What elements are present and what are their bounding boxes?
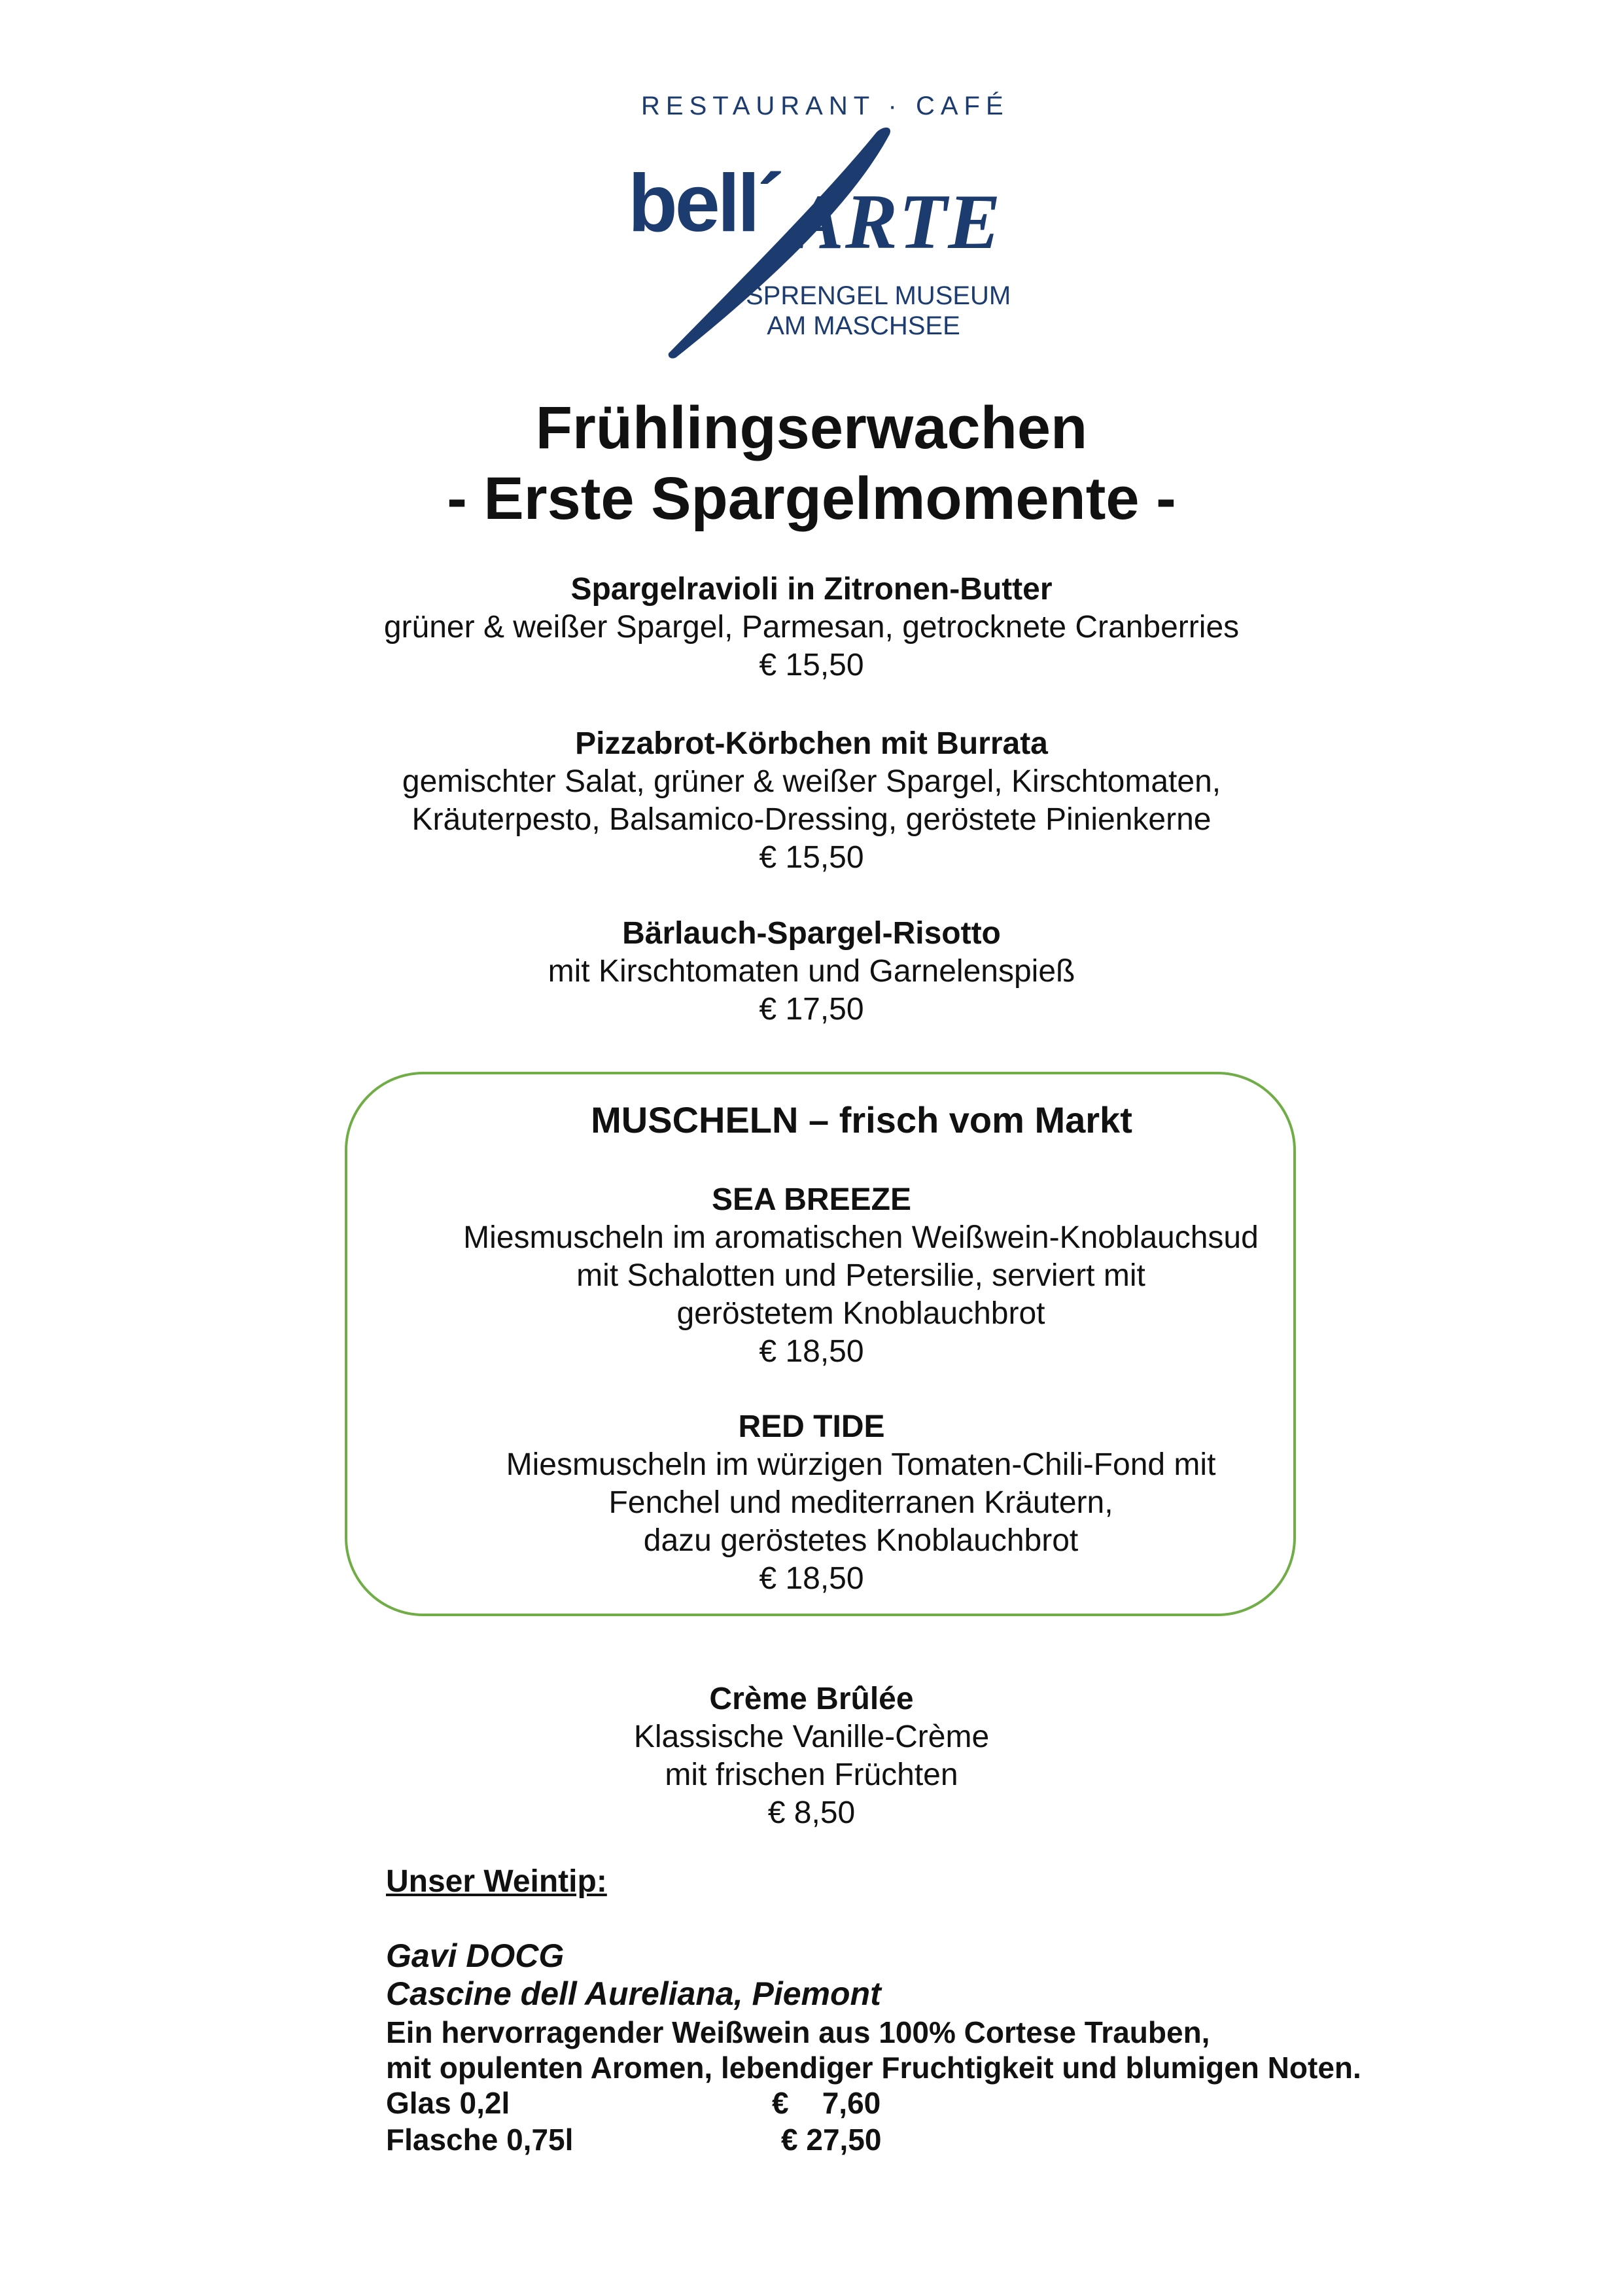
wine-price-row [386,2085,881,2121]
menu-item [0,1680,1623,1832]
menu-item [0,915,1623,1029]
dish-description: mit frischen Früchten [665,1757,958,1792]
dish-description: mit Schalotten und Petersilie, serviert mit [576,1258,1145,1293]
dish-description: Klassische Vanille-Crème [633,1720,990,1754]
dish-description: dazu geröstetes Knoblauchbrot [643,1523,1079,1558]
dish-description: Miesmuscheln im würzigen Tomaten-Chili-Fond mit [506,1447,1216,1482]
wine-price-label: Flasche 0,75l [386,2123,574,2157]
dish-price: € 15,50 [759,840,864,875]
dish-name: Bärlauch-Spargel-Risotto [622,916,1001,951]
dish-price: € 18,50 [759,1334,864,1369]
dish-description: grüner & weißer Spargel, Parmesan, getrocknete Cranberries [383,610,1240,645]
dish-price: € 17,50 [759,992,864,1027]
title-line-2: - Erste Spargelmomente - [447,465,1176,532]
wine-price-label: Glas 0,2l [386,2086,510,2120]
restaurant-logo [628,85,1034,366]
wine-description: Ein hervorragender Weißwein aus 100% Cortese Trauben, [386,2015,1210,2049]
menu-item [0,725,1623,877]
dish-description: Miesmuscheln im aromatischen Weißwein-Knoblauchsud [463,1220,1259,1255]
dish-name: Spargelravioli in Zitronen-Butter [570,572,1053,607]
menu-item [0,571,1623,684]
wine-price-row [386,2121,882,2158]
dish-name: RED TIDE [738,1409,885,1444]
logo-subline-1: SPRENGEL MUSEUM [746,281,1011,310]
title-line-1: Frühlingserwachen [535,395,1088,461]
wine-price-value: € 27,50 [781,2123,882,2157]
wine-heading: Unser Weintip: [386,1864,607,1899]
wine-origin: Cascine dell Aureliana, Piemont [386,1975,881,2012]
menu-item [0,1408,1623,1598]
dish-description: gemischter Salat, grüner & weißer Spargel, Kirschtomaten, [402,764,1221,799]
dish-price: € 18,50 [759,1561,864,1596]
logo-brand-arte: ARTE [792,178,1002,265]
dish-name: Pizzabrot-Körbchen mit Burrata [575,726,1048,761]
dish-name: Crème Brûlée [709,1682,914,1716]
mussels-heading: MUSCHELN – frisch vom Markt [591,1099,1132,1140]
dish-description: Kräuterpesto, Balsamico-Dressing, geröstete Pinienkerne [411,802,1212,837]
logo-subline-2: AM MASCHSEE [767,311,960,340]
wine-description: mit opulenten Aromen, lebendiger Fruchtigkeit und blumigen Noten. [386,2051,1361,2085]
dish-description: mit Kirschtomaten und Garnelenspieß [548,954,1075,989]
page-title [0,393,1623,534]
dish-price: € 15,50 [759,648,864,682]
dish-description: Fenchel und mediterranen Kräutern, [608,1485,1113,1520]
dish-name: SEA BREEZE [712,1182,911,1217]
dish-price: € 8,50 [767,1795,856,1830]
logo-tagline: RESTAURANT · CAFÉ [641,92,1009,120]
menu-item [0,1181,1623,1371]
wine-name: Gavi DOCG [386,1937,565,1974]
wine-price-value: € 7,60 [772,2086,881,2120]
logo-brand-bell: bell´ [628,158,782,249]
dish-description: geröstetem Knoblauchbrot [676,1296,1045,1331]
